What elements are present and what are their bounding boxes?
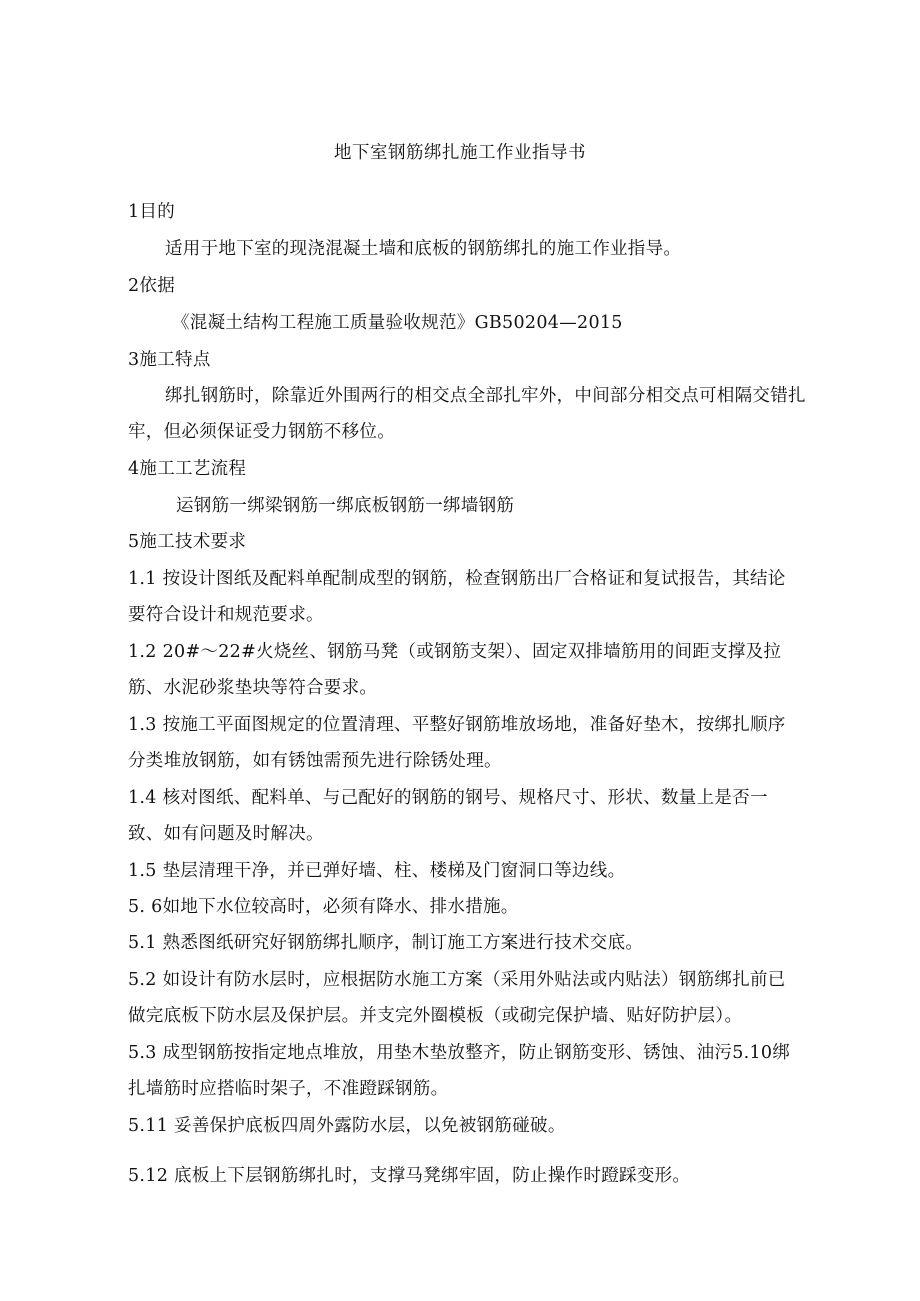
section-heading-basis: 2依据 [128,276,176,296]
document-title: 地下室钢筋绑扎施工作业指导书 [334,143,586,163]
item-1-2-line1: 1.2 20#～22#火烧丝、钢筋马凳（或钢筋支架）、固定双排墙筋用的间距支撑及拉 [128,642,782,662]
item-5-2-line1: 5.2 如设计有防水层时，应根据防水施工方案（采用外贴法或内贴法）钢筋绑扎前已 [128,970,786,990]
section-text-features-line1: 绑扎钢筋时，除靠近外围两行的相交点全部扎牢外，中间部分相交点可相隔交错扎 [165,386,806,406]
section-heading-features: 3施工特点 [128,350,211,370]
section-text-process: 运钢筋一绑梁钢筋一绑底板钢筋一绑墙钢筋 [176,496,515,516]
item-5-6: 5. 6如地下水位较高时，必须有降水、排水措施。 [128,897,519,917]
item-1-3-line1: 1.3 按施工平面图规定的位置清理、平整好钢筋堆放场地，准备好垫木，按绑扎顺序 [128,715,786,735]
item-1-4-line2: 致、如有问题及时解决。 [128,824,324,844]
section-heading-process: 4施工工艺流程 [128,459,247,479]
item-1-3-line2: 分类堆放钢筋，如有锈蚀需预先进行除锈处理。 [128,751,502,771]
section-heading-requirements: 5施工技术要求 [128,532,247,552]
item-5-3-line1: 5.3 成型钢筋按指定地点堆放，用垫木垫放整齐，防止钢筋变形、锈蚀、油污5.10绑 [128,1043,791,1063]
section-text-features-line2: 牢，但必须保证受力钢筋不移位。 [128,422,395,442]
item-5-11: 5.11 妥善保护底板四周外露防水层，以免被钢筋碰破。 [128,1116,566,1136]
item-1-2-line2: 筋、水泥砂浆垫块等符合要求。 [128,678,378,698]
item-5-12: 5.12 底板上下层钢筋绑扎时，支撑马凳绑牢固，防止操作时蹬踩变形。 [128,1166,691,1186]
item-5-1: 5.1 熟悉图纸研究好钢筋绑扎顺序，制订施工方案进行技术交底。 [128,933,644,953]
item-1-4-line1: 1.4 核对图纸、配料单、与己配好的钢筋的钢号、规格尺寸、形状、数量上是否一 [128,788,768,808]
section-text-purpose: 适用于地下室的现浇混凝土墙和底板的钢筋绑扎的施工作业指导。 [165,239,682,259]
item-5-2-line2: 做完底板下防水层及保护层。并支完外圈模板（或砌完保护墙、贴好防护层）。 [128,1006,743,1026]
item-1-5: 1.5 垫层清理干净，并已弹好墙、柱、楼梯及门窗洞口等边线。 [128,861,626,881]
item-1-1-line1: 1.1 按设计图纸及配料单配制成型的钢筋，检查钢筋出厂合格证和复试报告，其结论 [128,569,786,589]
item-5-3-line2: 扎墙筋时应搭临时架子，不准蹬踩钢筋。 [128,1079,449,1099]
section-text-basis: 《混凝土结构工程施工质量验收规范》GB50204—2015 [172,313,623,333]
item-1-1-line2: 要符合设计和规范要求。 [128,605,324,625]
section-heading-purpose: 1目的 [128,202,176,222]
